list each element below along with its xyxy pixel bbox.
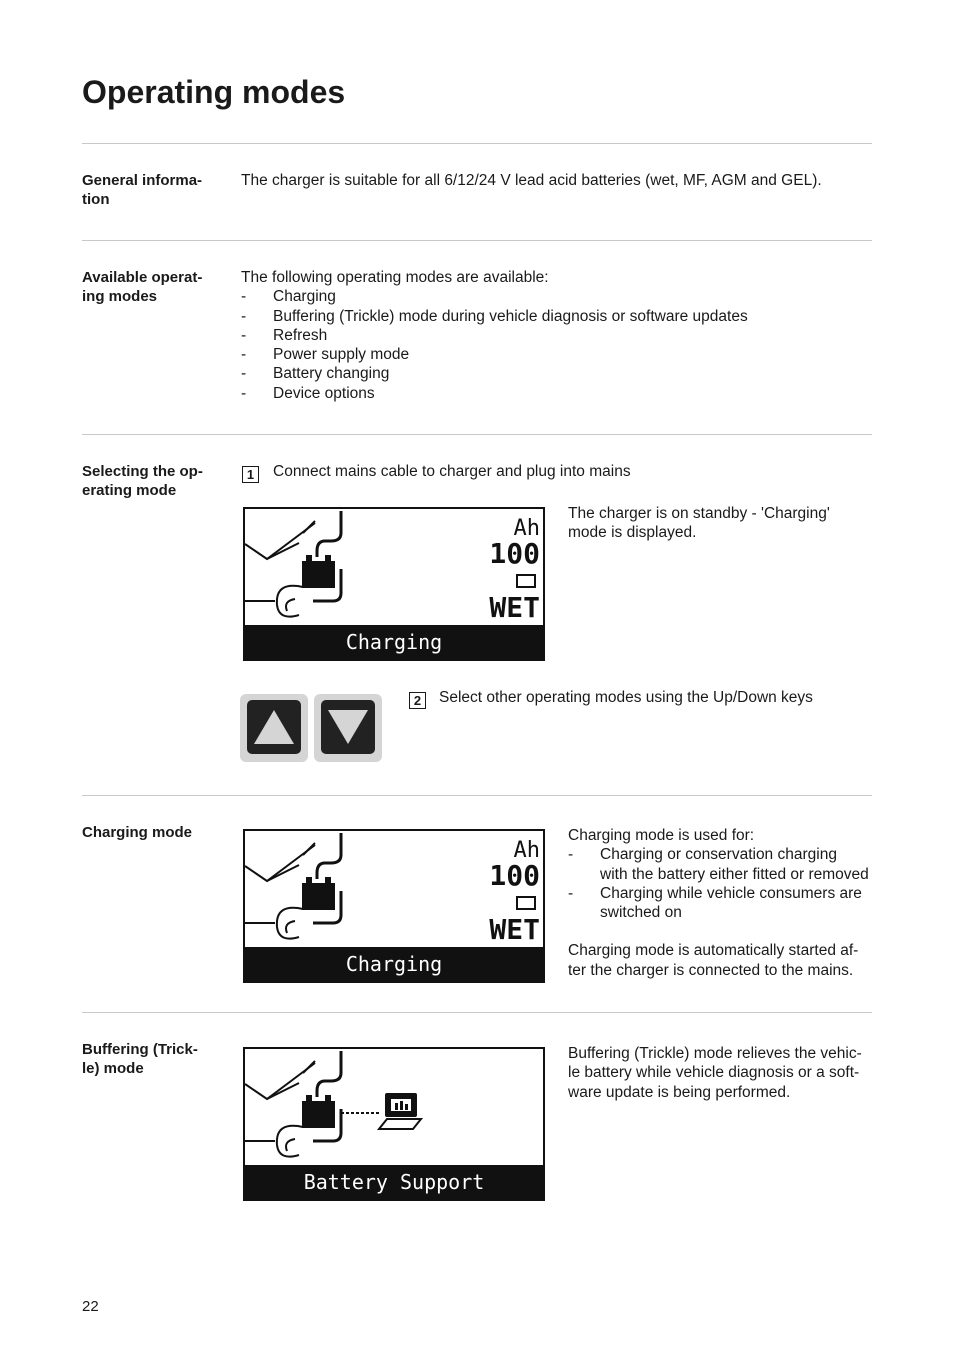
list-item: - Power supply mode — [241, 346, 410, 364]
divider — [82, 143, 872, 144]
list-item: - Charging or conservation charging with the battery either fitted or removed — [568, 846, 869, 883]
step-number-2: 2 — [409, 692, 426, 709]
list-item: - Charging — [241, 288, 336, 306]
capacity-value: 100 — [489, 537, 540, 570]
battery-type: WET — [489, 591, 540, 624]
section-heading-buffering: Buffering (Trick- le) mode — [82, 1041, 198, 1077]
divider — [82, 1012, 872, 1013]
triangle-down-icon — [321, 700, 375, 754]
list-item: - Charging while vehicle consumers are switched on — [568, 884, 862, 922]
capacity-unit: Ah — [513, 516, 540, 541]
list-item: - Refresh — [241, 326, 328, 344]
triangle-up-icon — [247, 700, 301, 754]
charging-note: Charging mode is automatically started af- ter the charger is connected to the mains. — [568, 942, 859, 979]
section-heading-available: Available operat- ing modes — [82, 269, 203, 305]
charging-intro: Charging mode is used for: — [568, 827, 755, 844]
standby-text: The charger is on standby - 'Charging' mode is displayed. — [568, 505, 830, 542]
charger-battery-icon — [245, 831, 543, 981]
up-key-button[interactable] — [240, 694, 308, 762]
charger-battery-icon — [245, 509, 543, 659]
available-intro: The following operating modes are available: — [241, 269, 549, 286]
buffering-text: Buffering (Trickle) mode relieves the vehic- le battery while vehicle diagnosis or a soft- ware update is being performed. — [568, 1045, 862, 1101]
list-item: - Buffering (Trickle) mode during vehicle diagnosis or software updates — [241, 307, 748, 325]
divider — [82, 240, 872, 241]
battery-type: WET — [489, 913, 540, 946]
page-number: 22 — [82, 1298, 99, 1315]
lcd-display-standby — [243, 507, 545, 661]
section-heading-selecting: Selecting the op- erating mode — [82, 463, 203, 499]
down-key-button[interactable] — [314, 694, 382, 762]
list-item: - Device options — [241, 384, 375, 402]
list-item: - Battery changing — [241, 365, 390, 383]
step-number-1: 1 — [242, 466, 259, 483]
page-title: Operating modes — [82, 74, 346, 110]
charging-uses-list — [568, 845, 878, 922]
section-heading-charging: Charging mode — [82, 824, 193, 841]
mode-label: Charging — [345, 952, 443, 976]
charger-battery-laptop-icon — [245, 1049, 543, 1199]
divider — [82, 434, 872, 435]
lcd-display-charging — [243, 829, 545, 983]
capacity-unit: Ah — [513, 838, 540, 863]
charging-description — [568, 826, 878, 980]
step-1-text: Connect mains cable to charger and plug into mains — [273, 463, 631, 480]
step-2-text: Select other operating modes using the Up/Down keys — [439, 689, 813, 706]
mode-label: Battery Support — [303, 1170, 485, 1194]
modes-list — [241, 287, 871, 403]
general-text: The charger is suitable for all 6/12/24 V lead acid batteries (wet, MF, AGM and GEL). — [241, 172, 822, 189]
lcd-display-buffering — [243, 1047, 545, 1201]
mode-label: Charging — [345, 630, 443, 654]
capacity-value: 100 — [489, 859, 540, 892]
section-heading-general: General informa- tion — [82, 172, 203, 208]
divider — [82, 795, 872, 796]
up-down-keys — [240, 694, 382, 762]
available-list-block — [241, 268, 871, 403]
